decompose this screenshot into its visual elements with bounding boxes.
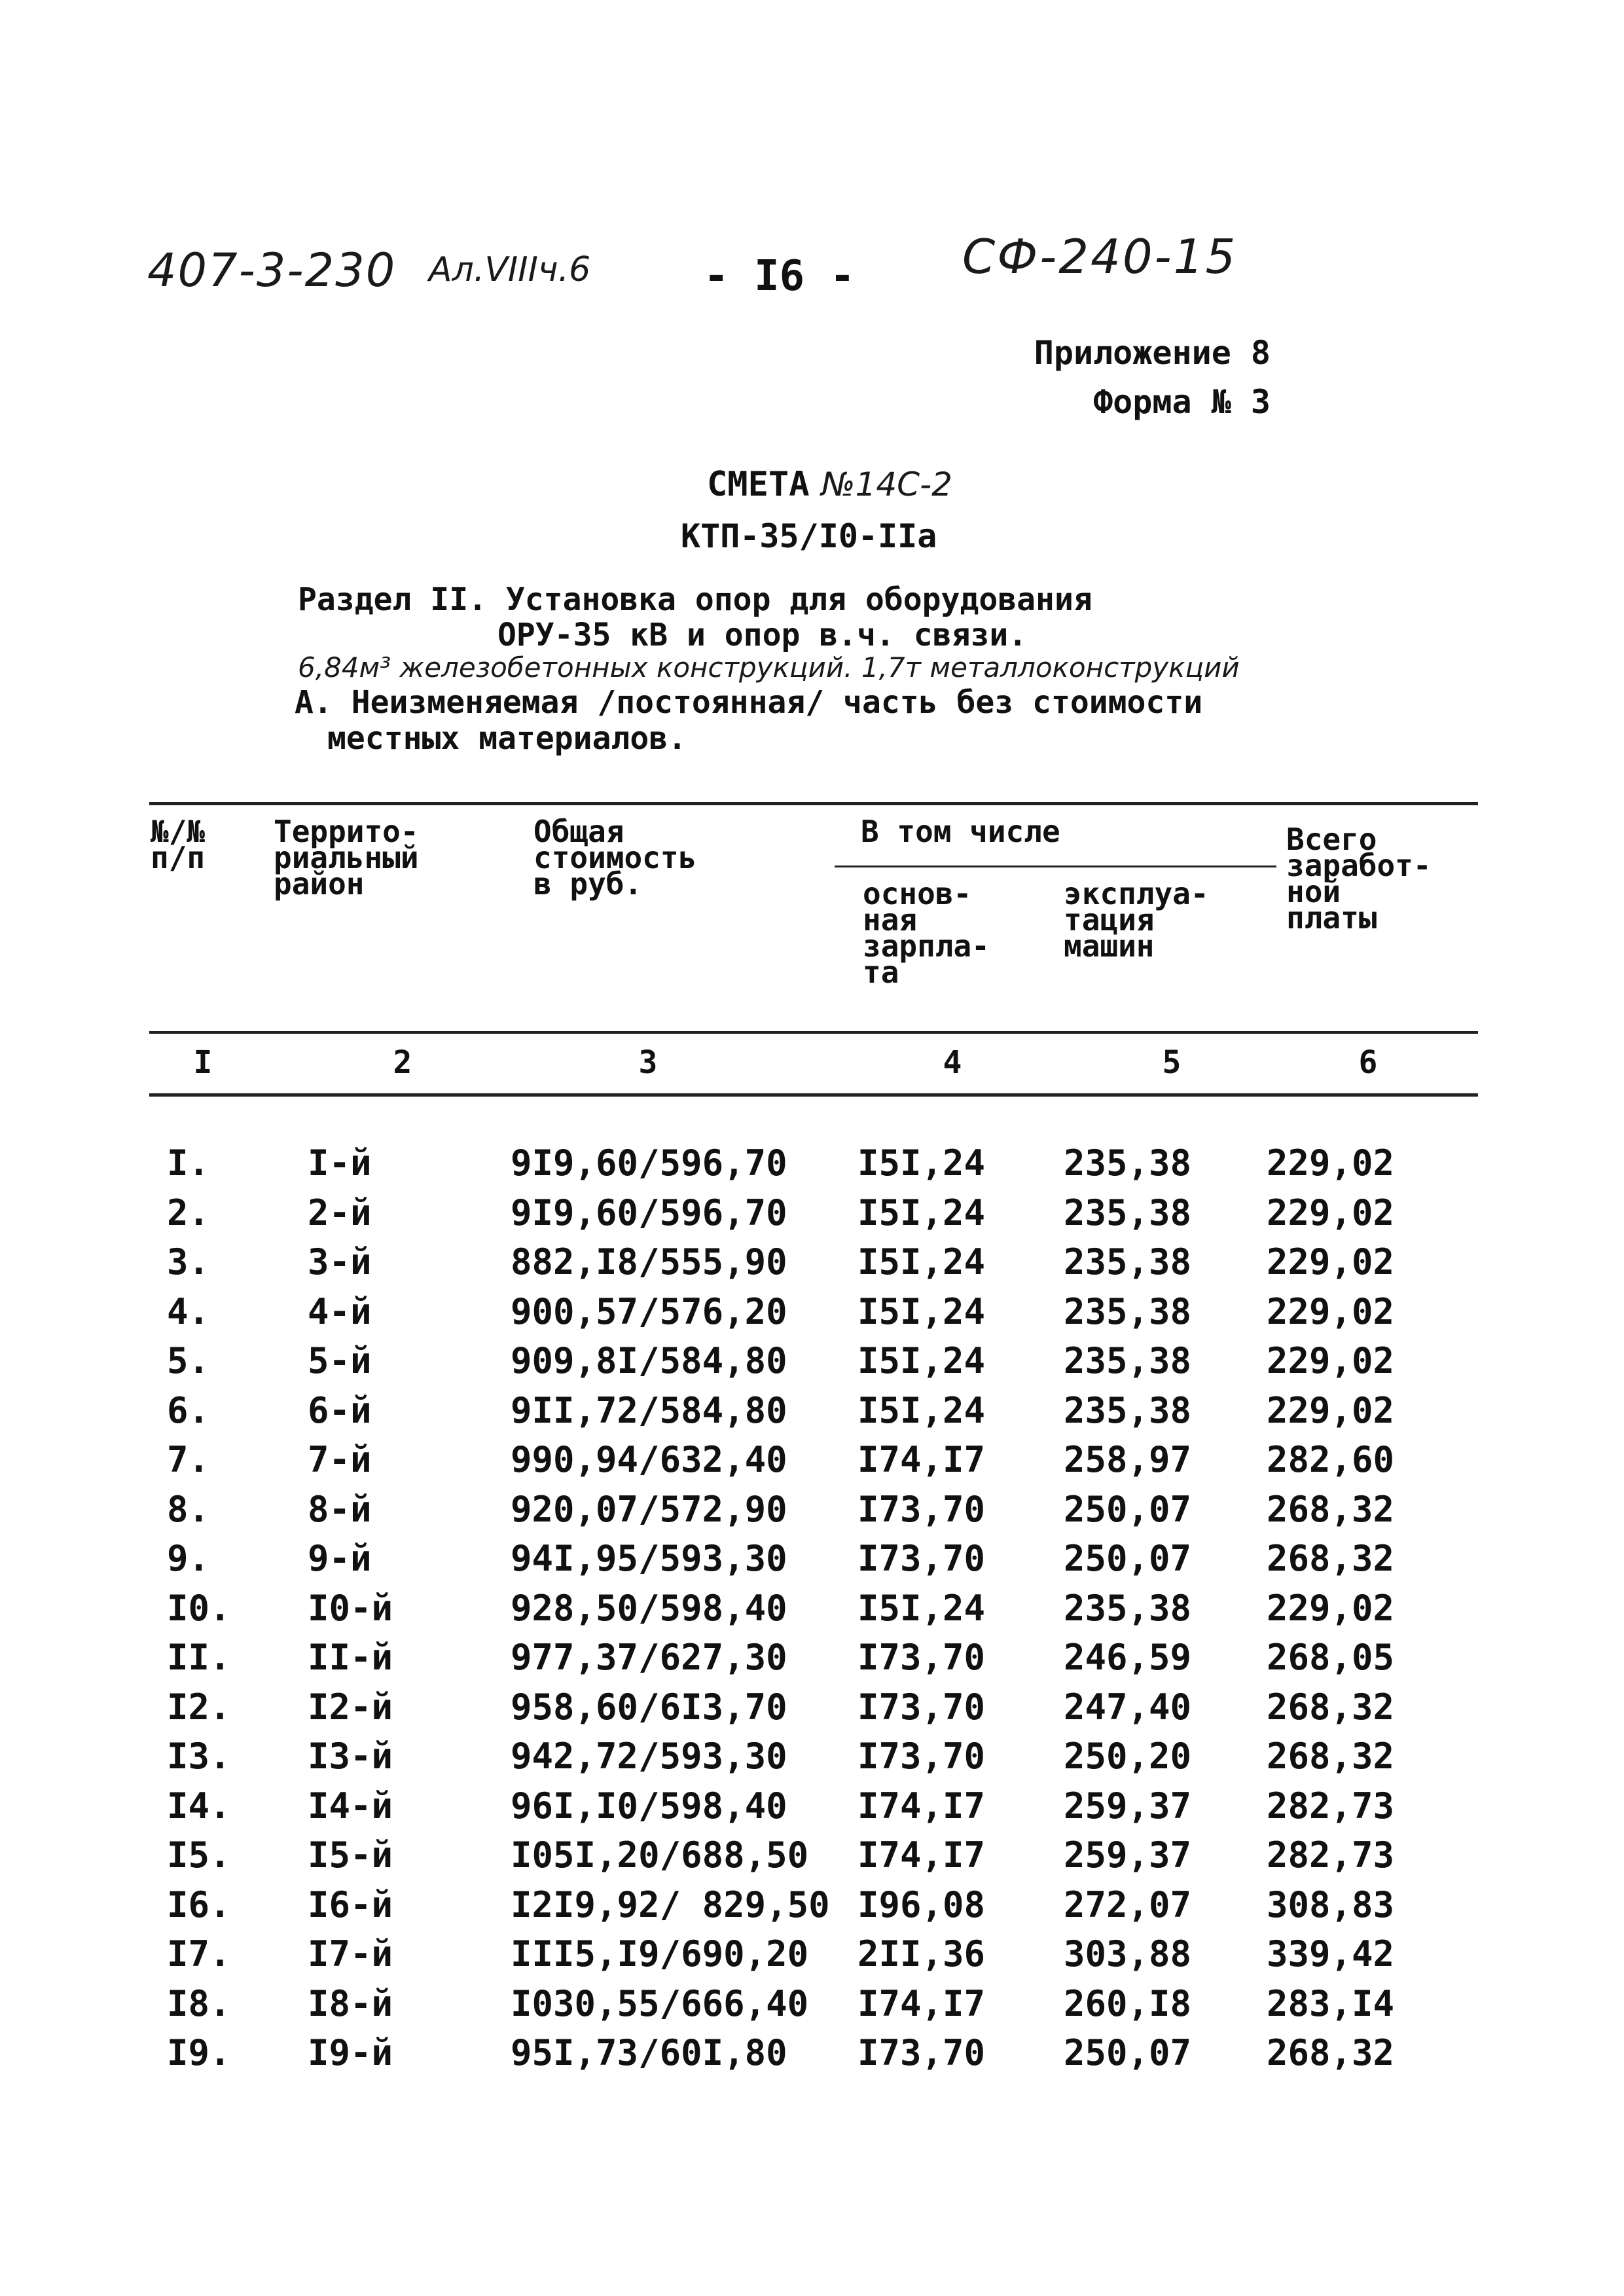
row-number: I9. <box>167 2032 231 2073</box>
machine-operation-cell: 250,20 <box>1064 1736 1192 1777</box>
base-wage-cell: I74,I7 <box>857 1785 986 1827</box>
base-wage-cell: I73,70 <box>857 2032 986 2073</box>
total-wage-cell: 308,83 <box>1267 1884 1395 1925</box>
machine-operation-cell: 235,38 <box>1064 1142 1192 1184</box>
album-reference: Ал.VIIIч.6 <box>429 250 591 289</box>
total-wage-cell: 229,02 <box>1267 1290 1395 1332</box>
total-wage-cell: 283,I4 <box>1267 1982 1395 2024</box>
total-cost-cell: 882,I8/555,90 <box>511 1241 787 1283</box>
machine-operation-cell: 259,37 <box>1064 1785 1192 1827</box>
region-cell: 7-й <box>308 1439 372 1480</box>
section-title-continued: ОРУ-35 кВ и опор в.ч. связи. <box>497 617 1028 653</box>
total-wage-cell: 282,73 <box>1267 1834 1395 1876</box>
table-row <box>0 1588 1624 1637</box>
base-wage-cell: I5I,24 <box>857 1142 986 1184</box>
table-row <box>0 1390 1624 1440</box>
row-number: I0. <box>167 1587 231 1629</box>
total-wage-cell: 268,32 <box>1267 2032 1395 2073</box>
header-machine-operation: эксплуа- тация машин <box>1064 876 1209 964</box>
total-wage-cell: 268,32 <box>1267 1488 1395 1530</box>
column-number: 3 <box>638 1044 658 1081</box>
row-number: I7. <box>167 1933 231 1975</box>
table-row <box>0 1736 1624 1785</box>
total-wage-cell: 229,02 <box>1267 1389 1395 1431</box>
base-wage-cell: I74,I7 <box>857 1439 986 1480</box>
table-row <box>0 1340 1624 1390</box>
row-number: 2. <box>167 1192 210 1233</box>
row-number: 7. <box>167 1439 210 1480</box>
base-wage-cell: I5I,24 <box>857 1340 986 1381</box>
part-title: А. Неизменяемая /постоянная/ часть без стоимости <box>295 684 1203 721</box>
estimate-label: СМЕТА <box>707 465 810 504</box>
region-cell: 4-й <box>308 1290 372 1332</box>
form-label: Форма № 3 <box>1093 383 1271 421</box>
total-cost-cell: I2I9,92/ 829,50 <box>511 1884 830 1925</box>
base-wage-cell: I73,70 <box>857 1686 986 1728</box>
machine-operation-cell: 250,07 <box>1064 1538 1192 1579</box>
table-row <box>0 1785 1624 1835</box>
base-wage-cell: I5I,24 <box>857 1587 986 1629</box>
object-title: КТП-35/I0-IIа <box>681 517 937 555</box>
total-cost-cell: 920,07/572,90 <box>511 1488 787 1530</box>
row-number: I4. <box>167 1785 231 1827</box>
column-number-rule <box>149 1093 1478 1097</box>
region-cell: I8-й <box>308 1982 393 2024</box>
section-title: Раздел II. Установка опор для оборудования <box>298 581 1092 618</box>
machine-operation-cell: 258,97 <box>1064 1439 1192 1480</box>
base-wage-cell: I5I,24 <box>857 1290 986 1332</box>
header-region: Террито- риальный район <box>274 814 419 902</box>
machine-operation-cell: 247,40 <box>1064 1686 1192 1728</box>
total-cost-cell: 977,37/627,30 <box>511 1637 787 1678</box>
total-cost-cell: I030,55/666,40 <box>511 1982 809 2024</box>
table-row <box>0 1291 1624 1341</box>
row-number: I5. <box>167 1834 231 1876</box>
region-cell: I7-й <box>308 1933 393 1975</box>
total-cost-cell: I05I,20/688,50 <box>511 1834 809 1876</box>
table-row <box>0 1241 1624 1291</box>
total-wage-cell: 282,60 <box>1267 1439 1395 1480</box>
region-cell: 2-й <box>308 1192 372 1233</box>
table-row <box>0 1192 1624 1242</box>
base-wage-cell: I73,70 <box>857 1488 986 1530</box>
region-cell: I4-й <box>308 1785 393 1827</box>
base-wage-cell: I5I,24 <box>857 1192 986 1233</box>
row-number: I. <box>167 1142 210 1184</box>
total-cost-cell: 909,8I/584,80 <box>511 1340 787 1381</box>
region-cell: I-й <box>308 1142 372 1184</box>
column-number: 6 <box>1358 1044 1378 1081</box>
total-wage-cell: 229,02 <box>1267 1241 1395 1283</box>
region-cell: I9-й <box>308 2032 393 2073</box>
column-number: I <box>193 1044 213 1081</box>
total-wage-cell: 268,32 <box>1267 1538 1395 1579</box>
sheet-code: СФ-240-15 <box>962 229 1238 284</box>
total-cost-cell: 900,57/576,20 <box>511 1290 787 1332</box>
estimate-title <box>707 465 952 504</box>
materials-note: 6,84м³ железобетонных конструкций. 1,7т металлоконструкций <box>298 651 1240 683</box>
row-number: I2. <box>167 1686 231 1728</box>
total-wage-cell: 282,73 <box>1267 1785 1395 1827</box>
base-wage-cell: I74,I7 <box>857 1982 986 2024</box>
machine-operation-cell: 235,38 <box>1064 1290 1192 1332</box>
row-number: I6. <box>167 1884 231 1925</box>
base-wage-cell: 2II,36 <box>857 1933 986 1975</box>
table-row <box>0 1933 1624 1983</box>
row-number: I3. <box>167 1736 231 1777</box>
row-number: I8. <box>167 1982 231 2024</box>
region-cell: I6-й <box>308 1884 393 1925</box>
row-number: 9. <box>167 1538 210 1579</box>
total-cost-cell: 9I9,60/596,70 <box>511 1142 787 1184</box>
header-num: №/№ п/п <box>151 814 206 875</box>
region-cell: II-й <box>308 1637 393 1678</box>
table-body <box>0 1142 1624 2082</box>
total-cost-cell: 990,94/632,40 <box>511 1439 787 1480</box>
total-wage-cell: 229,02 <box>1267 1340 1395 1381</box>
table-row <box>0 1834 1624 1884</box>
base-wage-cell: I73,70 <box>857 1637 986 1678</box>
table-row <box>0 1983 1624 2033</box>
region-cell: 6-й <box>308 1389 372 1431</box>
header-including: В том числе <box>861 814 1060 849</box>
machine-operation-cell: 235,38 <box>1064 1340 1192 1381</box>
region-cell: 9-й <box>308 1538 372 1579</box>
column-number: 4 <box>943 1044 962 1081</box>
part-title-continued: местных материалов. <box>327 720 687 757</box>
machine-operation-cell: 250,07 <box>1064 2032 1192 2073</box>
region-cell: 3-й <box>308 1241 372 1283</box>
header-bottom-rule <box>149 1031 1478 1034</box>
region-cell: I3-й <box>308 1736 393 1777</box>
total-cost-cell: III5,I9/690,20 <box>511 1933 809 1975</box>
base-wage-cell: I5I,24 <box>857 1241 986 1283</box>
row-number: 5. <box>167 1340 210 1381</box>
total-wage-cell: 229,02 <box>1267 1192 1395 1233</box>
table-row <box>0 1142 1624 1192</box>
region-cell: 5-й <box>308 1340 372 1381</box>
table-row <box>0 1439 1624 1489</box>
total-cost-cell: 96I,I0/598,40 <box>511 1785 787 1827</box>
table-top-rule <box>149 802 1478 805</box>
appendix-label: Приложение 8 <box>1034 334 1271 372</box>
table-row <box>0 1686 1624 1736</box>
table-row <box>0 1489 1624 1539</box>
row-number: 4. <box>167 1290 210 1332</box>
region-cell: 8-й <box>308 1488 372 1530</box>
total-wage-cell: 229,02 <box>1267 1142 1395 1184</box>
machine-operation-cell: 235,38 <box>1064 1192 1192 1233</box>
machine-operation-cell: 246,59 <box>1064 1637 1192 1678</box>
base-wage-cell: I74,I7 <box>857 1834 986 1876</box>
column-number: 5 <box>1162 1044 1182 1081</box>
estimate-number: №14С-2 <box>821 465 952 503</box>
machine-operation-cell: 259,37 <box>1064 1834 1192 1876</box>
total-wage-cell: 268,32 <box>1267 1736 1395 1777</box>
total-cost-cell: 958,60/6I3,70 <box>511 1686 787 1728</box>
table-row <box>0 1637 1624 1686</box>
total-cost-cell: 942,72/593,30 <box>511 1736 787 1777</box>
machine-operation-cell: 303,88 <box>1064 1933 1192 1975</box>
machine-operation-cell: 272,07 <box>1064 1884 1192 1925</box>
page-number: - I6 - <box>704 252 856 301</box>
row-number: 8. <box>167 1488 210 1530</box>
row-number: II. <box>167 1637 231 1678</box>
total-wage-cell: 339,42 <box>1267 1933 1395 1975</box>
base-wage-cell: I73,70 <box>857 1736 986 1777</box>
machine-operation-cell: 260,I8 <box>1064 1982 1192 2024</box>
total-wage-cell: 268,05 <box>1267 1637 1395 1678</box>
total-cost-cell: 928,50/598,40 <box>511 1587 787 1629</box>
document-code: 407-3-230 <box>147 244 397 297</box>
table-row <box>0 2032 1624 2082</box>
row-number: 3. <box>167 1241 210 1283</box>
machine-operation-cell: 235,38 <box>1064 1241 1192 1283</box>
total-cost-cell: 9II,72/584,80 <box>511 1389 787 1431</box>
region-cell: I2-й <box>308 1686 393 1728</box>
base-wage-cell: I73,70 <box>857 1538 986 1579</box>
column-number: 2 <box>393 1044 412 1081</box>
header-base-wage: основ- ная зарпла- та <box>863 876 990 990</box>
row-number: 6. <box>167 1389 210 1431</box>
total-wage-cell: 268,32 <box>1267 1686 1395 1728</box>
machine-operation-cell: 235,38 <box>1064 1587 1192 1629</box>
header-total-wage: Всего заработ- ной платы <box>1286 822 1432 936</box>
table-row <box>0 1884 1624 1934</box>
header-total-cost: Общая стоимость в руб. <box>533 814 697 902</box>
base-wage-cell: I5I,24 <box>857 1389 986 1431</box>
machine-operation-cell: 235,38 <box>1064 1389 1192 1431</box>
machine-operation-cell: 250,07 <box>1064 1488 1192 1530</box>
total-cost-cell: 94I,95/593,30 <box>511 1538 787 1579</box>
total-wage-cell: 229,02 <box>1267 1587 1395 1629</box>
table-row <box>0 1538 1624 1588</box>
base-wage-cell: I96,08 <box>857 1884 986 1925</box>
region-cell: I5-й <box>308 1834 393 1876</box>
total-cost-cell: 9I9,60/596,70 <box>511 1192 787 1233</box>
region-cell: I0-й <box>308 1587 393 1629</box>
including-rule <box>835 866 1276 867</box>
total-cost-cell: 95I,73/60I,80 <box>511 2032 787 2073</box>
